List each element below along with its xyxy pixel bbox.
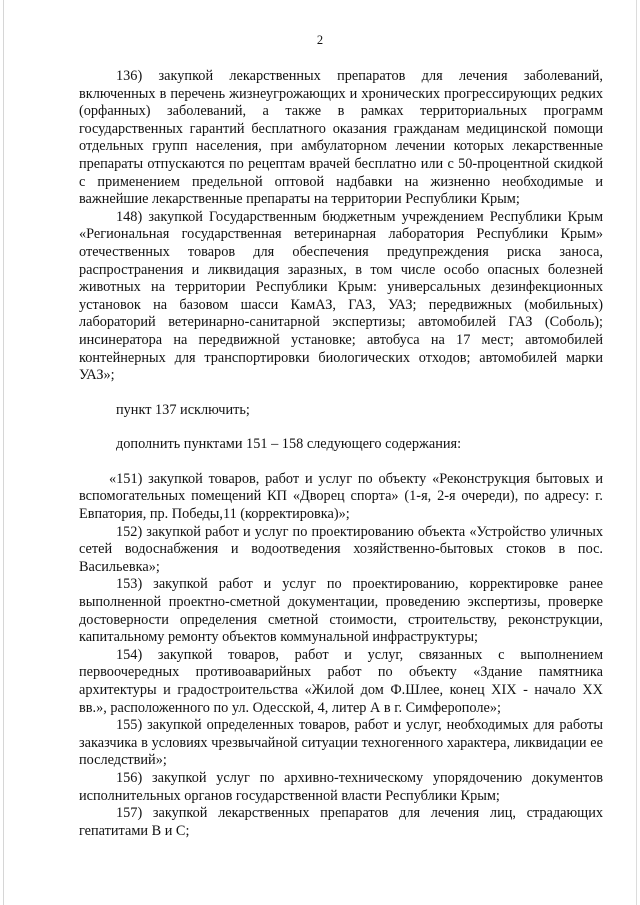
document-body	[79, 68, 603, 840]
spacer	[79, 454, 603, 471]
paragraph-154: 154) закупкой товаров, работ и услуг, связанных с выполнением первоочередных противоаварийных работ по объекту «Здание памятника архитектуры и градостроительства «Жилой дом Ф.Шлее, конец XIX - начало XX вв.», расположенного по ул. Одесской, 4, литер А в г. Симферополе»;	[79, 646, 603, 716]
paragraph-157: 157) закупкой лекарственных препаратов для лечения лиц, страдающих гепатитами В и С;	[79, 805, 603, 839]
paragraph-152: 152) закупкой работ и услуг по проектированию объекта «Устройство уличных сетей водоснабжения и водоотведения хозяйственно-бытовых стоков в пос. Васильевка»;	[79, 523, 603, 575]
paragraph-148: 148) закупкой Государственным бюджетным учреждением Республики Крым «Региональная государственная ветеринарная лаборатория Республики Крым» отечественных товаров для обеспечения предупреждения риска заноса, распространения и ликвидация заразных, в том числе особо опасных болезней животных на территории Республики Крым: универсальных дезинфекционных установок на базовом шасси КамАЗ, ГАЗ, УАЗ; передвижных (мобильных) лабораторий ветеринарно-санитарной экспертизы; автомобилей ГАЗ (Соболь); инсинератора на передвижной установке; автобуса на 17 мест; автомобилей контейнерных для транспортировки биологических отходов; автомобилей марки УАЗ»;	[79, 208, 603, 384]
paragraph-151: «151) закупкой товаров, работ и услуг по объекту «Реконструкция бытовых и вспомогательных помещений КП «Дворец спорта» (1-я, 2-я очереди), по адресу: г. Евпатория, пр. Победы,11 (корректировка)»;	[79, 470, 603, 523]
spacer	[79, 385, 603, 402]
paragraph-136: 136) закупкой лекарственных препаратов для лечения заболеваний, включенных в перечень жизнеугрожающих и хронических прогрессирующих редких (орфанных) заболеваний, а также в рамках территориальных программ государственных гарантий бесплатного оказания гражданам медицинской помощи отдельных групп населения, при амбулаторном лечении которых лекарственные препараты отпускаются по рецептам врачей бесплатно или с 50-процентной скидкой с применением предельной оптовой надбавки на жизненно необходимые и важнейшие лекарственные препараты на территории Республики Крым;	[79, 68, 603, 208]
spacer	[79, 419, 603, 436]
page-edge-left	[3, 0, 4, 905]
paragraph-156: 156) закупкой услуг по архивно-техническому упорядочению документов исполнительных органов государственной власти Республики Крым;	[79, 769, 603, 804]
paragraph-155: 155) закупкой определенных товаров, работ и услуг, необходимых для работы заказчика в условиях чрезвычайной ситуации техногенного характера, ликвидации ее последствий»;	[79, 717, 603, 769]
paragraph-supplement: дополнить пунктами 151 – 158 следующего содержания:	[116, 436, 462, 453]
paragraph-exclude-137: пункт 137 исключить;	[116, 401, 250, 418]
paragraph-153: 153) закупкой работ и услуг по проектированию, корректировке ранее выполненной проектно-сметной документации, проведению экспертизы, проверке достоверности определения сметной стоимости, строительству, реконструкции, капитальному ремонту объектов коммунальной инфраструктуры;	[79, 576, 603, 646]
page-number: 2	[316, 33, 324, 47]
page-edge-right	[636, 0, 637, 905]
